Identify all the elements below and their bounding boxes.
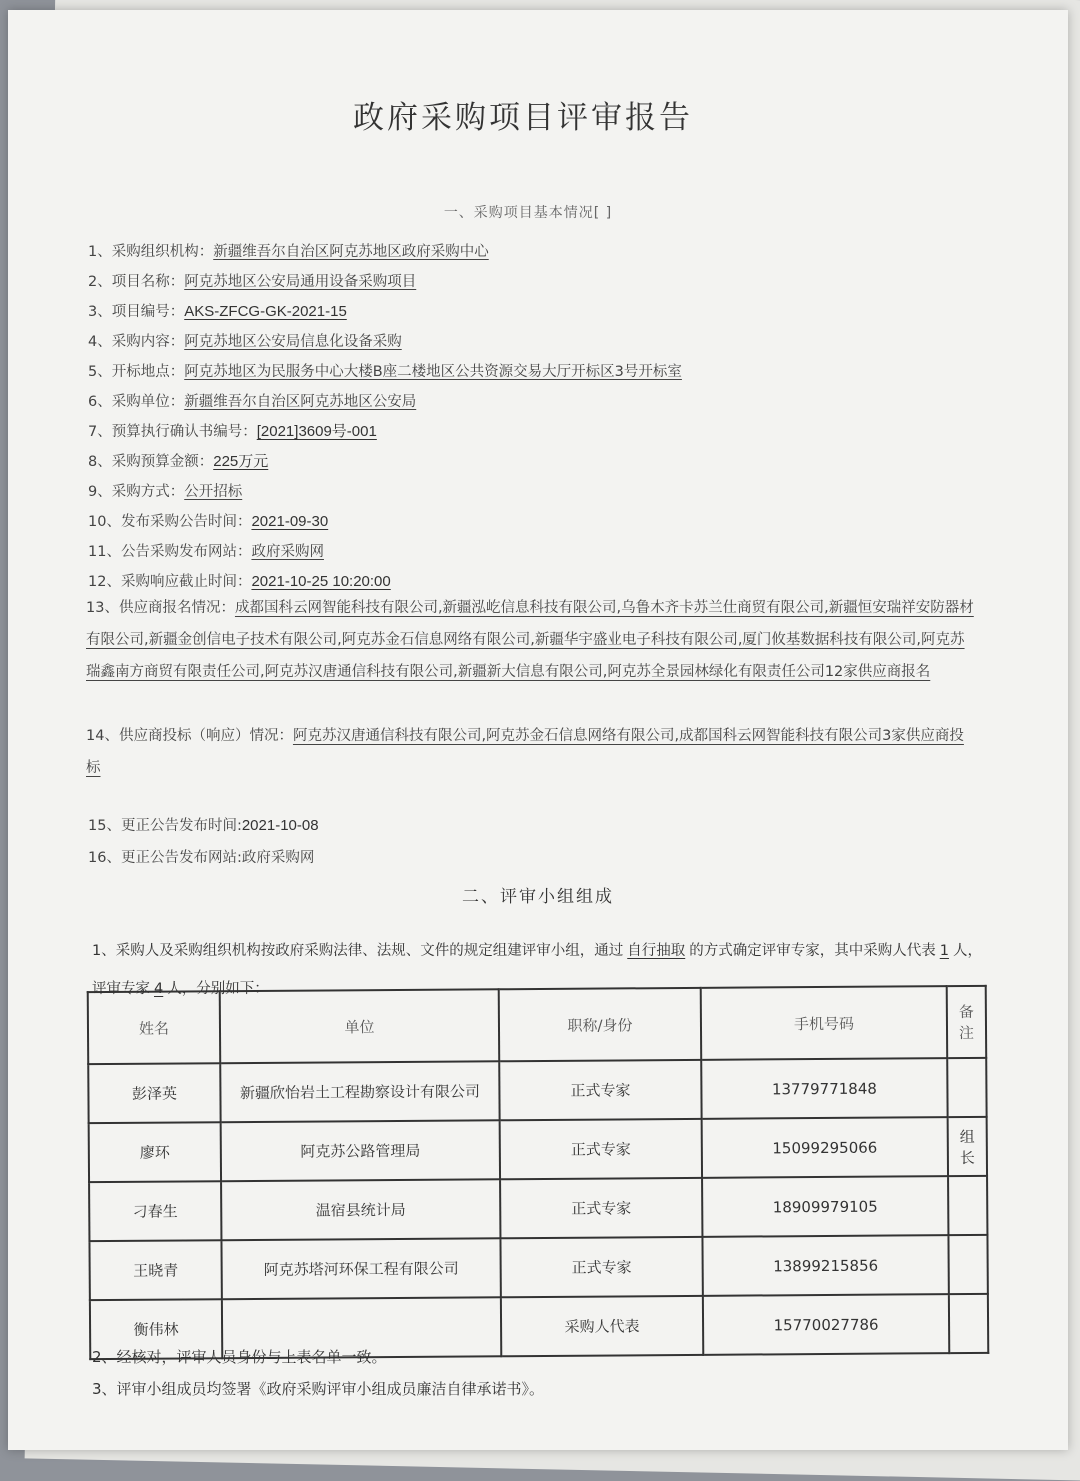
info-value: 阿克苏地区公安局信息化设备采购: [184, 334, 402, 350]
info-value: 2021-10-25 10:20:00: [251, 573, 391, 590]
cell-name: 王晓青: [89, 1240, 221, 1300]
cell-phone: 15099295066: [702, 1117, 948, 1178]
document-page: [8, 10, 1068, 1450]
info-item-budget-number: [88, 422, 377, 442]
info-label: 3、项目编号：: [88, 304, 185, 320]
correction-time: [88, 816, 319, 836]
cell-role: 正式专家: [500, 1119, 702, 1179]
info-item-budget-amount: [88, 452, 268, 472]
info-item-project-name: [88, 272, 416, 292]
info-item-project-number: [88, 302, 347, 322]
cell-name: 刁春生: [89, 1181, 221, 1241]
table-row: [89, 1117, 987, 1182]
cell-note: [948, 1235, 987, 1294]
info-label: 11、公告采购发布网站：: [88, 544, 252, 560]
header-role: 职称/身份: [499, 988, 701, 1061]
info-value: 新疆维吾尔自治区阿克苏地区政府采购中心: [213, 244, 489, 260]
correction-website: [88, 848, 314, 868]
info-value: [2021]3609号-001: [256, 423, 377, 440]
header-name: 姓名: [88, 991, 220, 1064]
info-label: 7、预算执行确认书编号：: [88, 424, 257, 440]
info-value: 政府采购网: [251, 544, 324, 560]
rep-count: 1: [939, 943, 949, 959]
info-item-publish-time: [88, 512, 328, 532]
info-value: 新疆维吾尔自治区阿克苏地区公安局: [184, 394, 417, 410]
cell-unit: 阿克苏塔河环保工程有限公司: [221, 1238, 500, 1299]
info-label: 9、采购方式：: [88, 484, 185, 500]
document-title: 政府采购项目评审报告: [353, 100, 693, 136]
info-label: 10、发布采购公告时间：: [88, 514, 252, 530]
info-label: 5、开标地点：: [88, 364, 185, 380]
intro-text: 人，分别如下：: [167, 981, 269, 997]
info-label: 2、项目名称：: [88, 274, 185, 290]
correction-value: 2021-10-08: [241, 817, 319, 834]
cell-phone: 13779771848: [701, 1058, 947, 1119]
intro-text: 的方式确定评审专家，其中采购人代表: [689, 943, 936, 959]
table-row: [89, 1176, 987, 1241]
header-unit: 单位: [220, 989, 499, 1063]
section2-heading: 二、评审小组组成: [462, 887, 614, 907]
cell-note: [948, 1176, 987, 1235]
table-row: [88, 1058, 986, 1123]
info-item-website: [88, 542, 324, 562]
correction-value: 政府采购网: [241, 850, 315, 866]
info-value: 225万元: [213, 453, 269, 470]
correction-label: 15、更正公告发布时间:: [88, 818, 242, 834]
info-label: 1、采购组织机构：: [88, 244, 214, 260]
correction-label: 16、更正公告发布网站:: [88, 850, 242, 866]
registration-label: 13、供应商报名情况：: [86, 600, 235, 616]
section1-heading: 一、采购项目基本情况[ ]: [443, 205, 613, 221]
info-value: 阿克苏地区公安局通用设备采购项目: [184, 274, 417, 290]
info-label: 12、采购响应截止时间：: [88, 574, 252, 590]
cell-role: 采购人代表: [501, 1296, 703, 1356]
cell-role: 正式专家: [499, 1060, 701, 1120]
expert-count: 4: [154, 981, 164, 997]
cell-unit: 阿克苏公路管理局: [221, 1120, 500, 1181]
info-item-location: [88, 362, 682, 382]
bidding-value: 阿克苏汉唐通信科技有限公司,阿克苏金石信息网络有限公司,成都国科云网智能科技有限公司3家供应商投标: [86, 728, 964, 776]
cell-role: 正式专家: [500, 1178, 702, 1238]
info-value: 公开招标: [184, 484, 243, 500]
supplier-registration: [86, 592, 976, 688]
cell-name: 廖环: [89, 1122, 221, 1182]
intro-text: 人，评审专家: [92, 943, 982, 997]
header-note: 备注: [947, 986, 987, 1058]
info-item-purchaser: [88, 392, 416, 412]
info-value: 阿克苏地区为民服务中心大楼B座二楼地区公共资源交易大厅开标区3号开标室: [184, 364, 682, 380]
info-item-deadline: [88, 572, 391, 592]
info-value: 2021-09-30: [251, 513, 329, 530]
cell-note: [949, 1294, 988, 1353]
supplier-bidding: [86, 720, 976, 784]
cell-phone: 18909979105: [702, 1176, 948, 1237]
bidding-label: 14、供应商投标（响应）情况：: [86, 728, 293, 744]
info-label: 8、采购预算金额：: [88, 454, 214, 470]
info-item-content: [88, 332, 402, 352]
cell-role: 正式专家: [500, 1237, 702, 1297]
table-row: [89, 1235, 987, 1300]
cell-unit: 温宿县统计局: [221, 1179, 500, 1240]
intro-text: 1、采购人及采购组织机构按政府采购法律、法规、文件的规定组建评审小组，通过: [92, 943, 624, 959]
registration-value: 成都国科云网智能科技有限公司,新疆泓屹信息科技有限公司,乌鲁木齐卡苏兰仕商贸有限公司,新疆恒安瑞祥安防器材有限公司,新疆金创信电子技术有限公司,阿克苏金石信息网络有限公司,新疆华宇盛业电子科技有限公司,厦门攸基数据科技有限公司,阿克苏瑞鑫南方商贸有限责任公司,阿克苏汉唐通信科技有限公司,新疆新大信息有限公司,阿克苏全景园林绿化有限责任公司12家供应商报名: [86, 600, 974, 680]
cell-note: 组长: [948, 1117, 987, 1176]
cell-phone: 13899215856: [702, 1235, 948, 1296]
note-verification: 2、经核对，评审人员身份与上表名单一致。: [92, 1348, 387, 1366]
selection-method: 自行抽取: [627, 943, 686, 959]
info-label: 4、采购内容：: [88, 334, 185, 350]
note-commitment: 3、评审小组成员均签署《政府采购评审小组成员廉洁自律承诺书》。: [92, 1380, 545, 1398]
cell-note: [947, 1058, 986, 1117]
header-phone: 手机号码: [701, 986, 947, 1060]
info-label: 6、采购单位：: [88, 394, 185, 410]
info-item-method: [88, 482, 242, 502]
cell-phone: 15770027786: [703, 1294, 949, 1355]
cell-unit: 新疆欣怡岩土工程勘察设计有限公司: [220, 1061, 499, 1122]
cell-name: 衡伟林: [90, 1299, 222, 1359]
review-panel-table: [87, 985, 990, 1360]
info-value: AKS-ZFCG-GK-2021-15: [184, 303, 347, 320]
table-header-row: [88, 986, 986, 1064]
info-item-organizer: [88, 242, 489, 262]
cell-name: 彭泽英: [88, 1063, 220, 1123]
